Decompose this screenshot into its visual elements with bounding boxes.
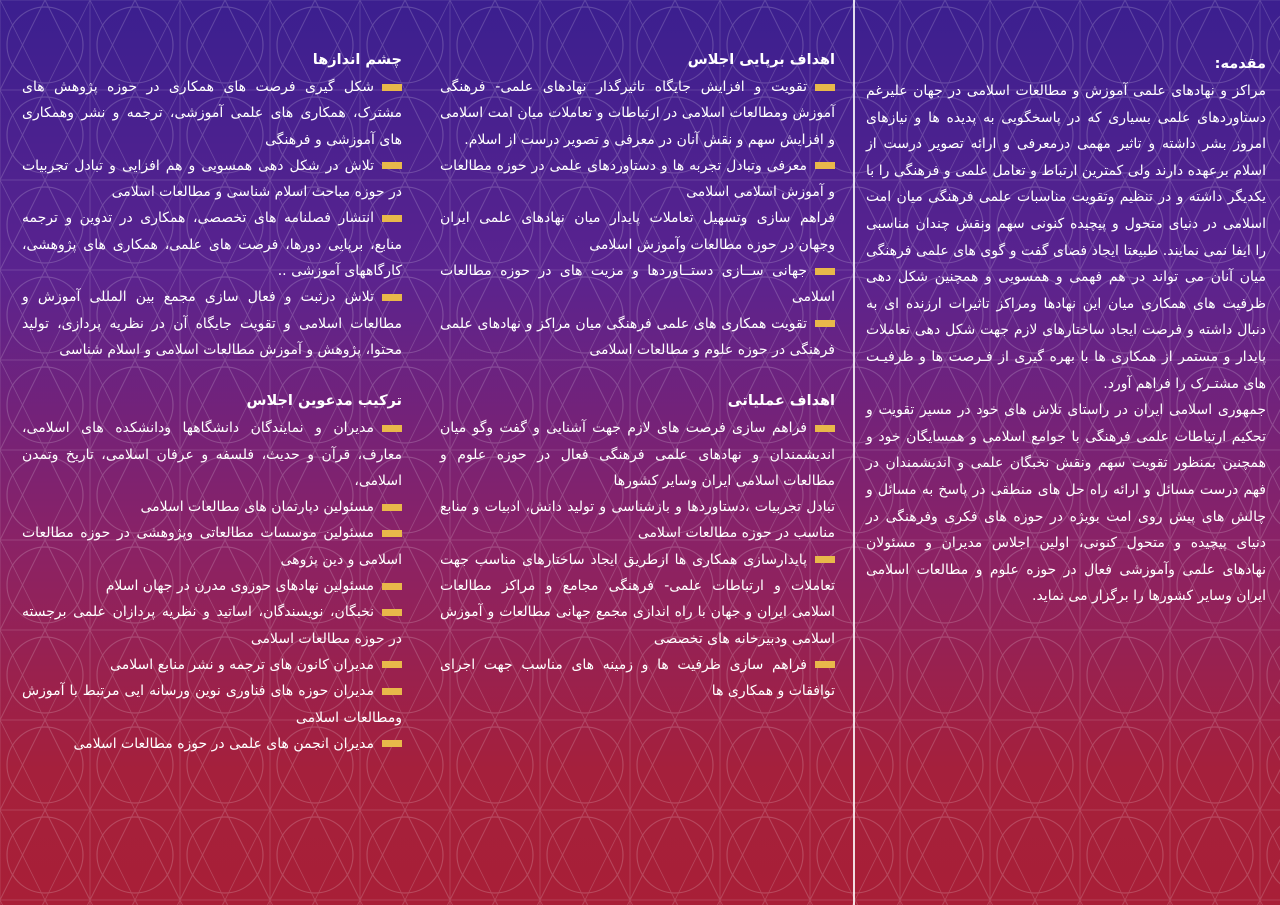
list-item-text: مدیران حوزه های فناوری نوین ورسانه ایی مرتبط با آموزش ومطالعات اسلامی [22, 683, 402, 726]
list-item [440, 415, 835, 494]
bullet-marker-icon [382, 740, 402, 747]
list-item-text: مدیران انجمن های علمی در حوزه مطالعات اسلامی [73, 735, 374, 752]
bullet-marker-icon [382, 294, 402, 301]
outlook-list [22, 74, 402, 363]
bullet-marker-icon [815, 556, 835, 563]
operational-heading: اهداف عملیاتی [727, 393, 835, 410]
list-item [22, 573, 402, 599]
list-item-text: مسئولین نهادهای حوزوی مدرن در جهان اسلام [105, 578, 374, 595]
bullet-marker-icon [382, 530, 402, 537]
list-item [22, 599, 402, 652]
bullet-marker-icon [382, 688, 402, 695]
list-item-text: تلاش در شکل دهی همسویی و هم افزایی و تبادل تجربیات در حوزه مباحث اسلام شناسی و مطالعات اسلامی [22, 157, 402, 201]
list-item [22, 731, 402, 757]
bullet-marker-icon [815, 268, 835, 275]
list-item [440, 311, 835, 364]
outlook-column [22, 46, 402, 757]
list-item-text: فراهم سازی ظرفیت ها و زمینه های مناسب جهت اجرای توافقات و همکاری ها [440, 656, 835, 700]
list-item-text: انتشار فصلنامه های تخصصی، همکاری در تدوین و ترجمه منابع، برپایی دورها، فرصت های علمی، همکاری های پژوهشی، کارگاههای آموزشی .. [22, 210, 402, 280]
list-item [440, 547, 835, 652]
list-item-text: شکل گیری فرصت های همکاری در حوزه پژوهش های مشترک، همکاری های علمی آموزشی، ترجمه و نشر وهمکاری های آموزشی و فرهنگی [22, 79, 402, 148]
intro-column [866, 50, 1266, 610]
goals-heading: اهداف برپایی اجلاس [687, 52, 835, 68]
list-item-text: تقویت همکاری های علمی فرهنگی میان مراکز و نهادهای علمی فرهنگی در حوزه علوم و مطالعات اسلامی [440, 315, 835, 358]
bullet-marker-icon [815, 84, 835, 91]
list-item-text: مدیران کانون های ترجمه و نشر منابع اسلامی [110, 656, 374, 673]
bullet-marker-icon [382, 583, 402, 590]
list-item-text: فراهم سازی وتسهیل تعاملات پایدار میان نهادهای علمی ایران وجهان در حوزه مطالعات وآموزش اسلامی [440, 210, 835, 253]
bullet-marker-icon [815, 425, 835, 432]
list-item-text: نخبگان، نویسندگان، اساتید و نظریه پردازان علمی برجسته در حوزه مطالعات اسلامی [22, 604, 402, 647]
list-item [440, 205, 835, 258]
list-item [22, 74, 402, 153]
goals-column [440, 46, 835, 705]
list-item [22, 520, 402, 573]
goals-list [440, 74, 835, 363]
intro-heading: مقدمه: [1214, 56, 1266, 72]
list-item [440, 74, 835, 153]
bullet-marker-icon [815, 162, 835, 169]
list-item-text: مسئولین موسسات مطالعاتی وپژوهشی در حوزه مطالعات اسلامی و دین پژوهی [22, 525, 402, 568]
bullet-marker-icon [815, 661, 835, 668]
list-item [440, 258, 835, 311]
list-item [22, 153, 402, 206]
intro-paragraph-1: مراکز و نهادهای علمی آموزش و مطالعات اسلامی در جهان علیرغم دستاوردهای علمی بسیاری که در پاسخگویی به پدیده ها و نیازهای امروز بشر داشته و تاثیر مهمی درمعرفی و ارائه تصویر درست از اسلام برعهده دارند ولی کمترین ارتباط و تعامل علمی و فرهنگی را با یکدیگر داشته و در تنظیم وتقویت مناسبات علمی فرهنگی میان امت اسلامی در دنیای متحول و پیچیده کنونی سهم ونقش چندان مناسبی را ایفا نمی نمایند. طبیعتا ایجاد فضای گفت و گوی های علمی فرهنگی میان آنان می تواند در هم فهمی و همسویی و همچنین شکل دهی ظرفیت های همکاری میان این نهادها ومراکز تاثیرات ارزنده ای به دنبال داشته و فرصت ایجاد ساختارهای لازم جهت شکل دهی تعاملات پایدار و مستمر از همکاری ها با بهره گیری از فـرصت ها و ظرفیـت های مشتـرک را فراهم آورد. [866, 83, 1266, 392]
bullet-marker-icon [382, 425, 402, 432]
list-item-text: تقویت و افزایش جایگاه تاثیرگذار نهادهای علمی- فرهنگی آموزش ومطالعات اسلامی در ارتباطات و تعاملات میان امت اسلامی و افزایش سهم و نقش آنان در معرفی و تصویر درست از اسلام. [440, 79, 835, 148]
list-item-text: فراهم سازی فرصت های لازم جهت آشنایی و گفت وگو میان اندیشمندان و نهادهای علمی فرهنگی فعال در حوزه علوم و مطالعات اسلامی ایران وسایر کشورها [440, 420, 835, 489]
list-item-text: مسئولین دپارتمان های مطالعات اسلامی [140, 499, 374, 516]
list-item [22, 678, 402, 731]
invitees-list [22, 415, 402, 757]
bullet-marker-icon [815, 320, 835, 327]
bullet-marker-icon [382, 504, 402, 511]
list-item [22, 284, 402, 363]
list-item-text: جهانی ســازی دستــاوردها و مزیت های در حوزه مطالعات اسلامی [440, 263, 835, 306]
list-item-text: معرفی وتبادل تجربه ها و دستاوردهای علمی در حوزه مطالعات و آموزش اسلامی اسلامی [440, 157, 835, 201]
bullet-marker-icon [382, 84, 402, 91]
bullet-marker-icon [382, 661, 402, 668]
list-item [440, 494, 835, 547]
list-item [440, 652, 835, 705]
list-item-text: پایدارسازی همکاری ها ازطریق ایجاد ساختارهای مناسب جهت تعاملات و ارتباطات علمی- فرهنگی مجامع و مراکز مطالعات اسلامی ایران و جهان با راه اندازی مجمع جهانی مطالعات و آموزش اسلامی ودبیرخانه های تخصصی [440, 551, 835, 647]
operational-list [440, 415, 835, 704]
invitees-heading: ترکیب مدعوین اجلاس [246, 393, 402, 410]
list-item-text: مدیران و نمایندگان دانشگاهها ودانشکده های اسلامی، معارف، قرآن و حدیث، فلسفه و عرفان اسلامی، تاریخ وتمدن اسلامی، [22, 420, 402, 489]
list-item-text: تلاش درثبت و فعال سازی مجمع بین المللی آموزش و مطالعات اسلامی و تقویت جایگاه آن در نظریه پردازی، تولید محتوا، پژوهش و آموزش مطالعات اسلامی و اسلام شناسی [22, 289, 402, 358]
list-item [22, 494, 402, 520]
list-item-text: تبادل تجربیات ،دستاوردها و بازشناسی و تولید دانش، ادبیات و منابع مناسب در حوزه مطالعات اسلامی [440, 499, 835, 542]
list-item [440, 153, 835, 206]
column-divider [853, 0, 855, 905]
outlook-heading: چشم اندازها [312, 52, 402, 68]
list-item [22, 205, 402, 284]
intro-paragraph-2: جمهوری اسلامی ایران در راستای تلاش های خود در مسیر تقویت و تحکیم ارتباطات علمی فرهنگی با جوامع اسلامی و همسایگان خود و همچنین بمنظور تقویت سهم ونقش نخبگان علمی و اندیشمندان در فهم درست مسائل و ارائه راه حل های منطقی در پاسخ به مسائل و چالش های پیش روی امت بویژه در حوزه های فکری وفرهنگی در دنیای پیچیده و متحول کنونی، اولین اجلاس مدیران و مسئولان نهادهای علمی وآموزشی فعال در حوزه علوم و مطالعات اسلامی ایران وسایر کشورها را برگزار می نماید. [866, 402, 1266, 605]
list-item [22, 415, 402, 494]
bullet-marker-icon [382, 215, 402, 222]
bullet-marker-icon [382, 162, 402, 169]
bullet-marker-icon [382, 609, 402, 616]
list-item [22, 652, 402, 678]
